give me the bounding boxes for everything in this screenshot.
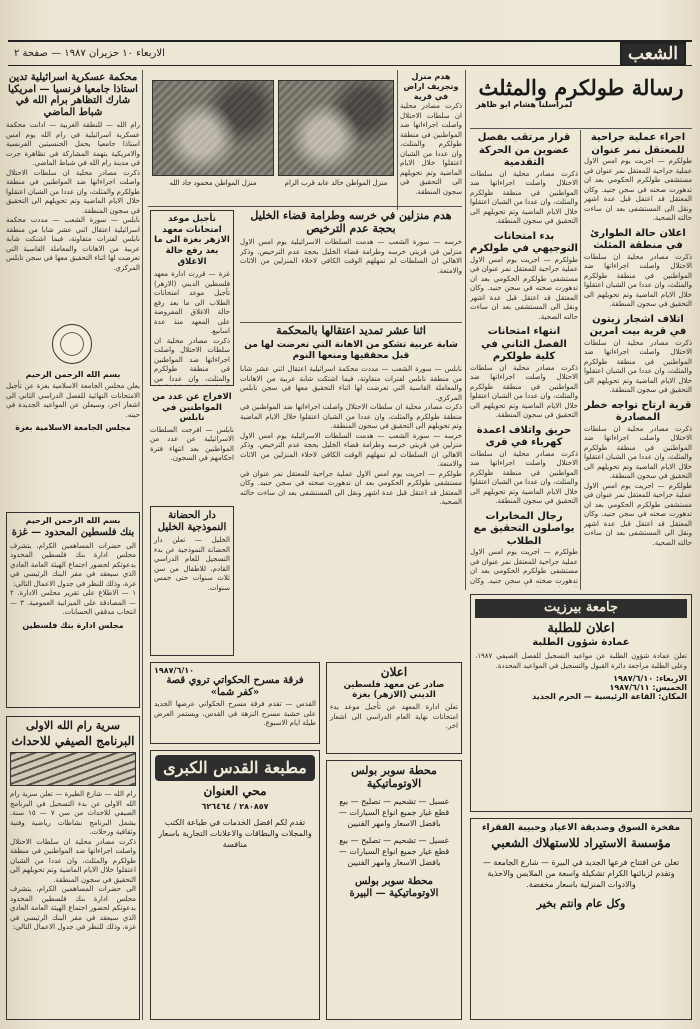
store-tagline: مفخرة السوق وصديقة الاعياد وحبيبة الفقراء	[481, 823, 681, 833]
notice-signature: مجلس الجامعة الاسلامية بغزة	[15, 423, 131, 432]
press-ad	[150, 750, 320, 1020]
nursery-body: الخليل — تعلن دار الحضانة النموذجية عن بدء التسجيل للعام الدراسي القادم، للاطفال من سن ثلاث سنوات حتى خمس سنوات.	[154, 536, 230, 592]
press-subtitle: محي العنوان	[203, 784, 267, 799]
store-body: تعلن عن افتتاح فرعها الجديد في البيرة — شارع الجامعة — وتقدم لزبائنها الكرام تشكيلة واسعة من الملابس والاحذية والادوات المنزلية باسعار مخفضة.	[482, 858, 680, 890]
mid-item2-body: ذكرت مصادر محلية ان سلطات الاحتلال واصلت اجراءاتها ضد المواطنين في منطقة طولكرم والمثلث، وان عددا من الشبان اعتقلوا خلال الايام الماضية وتم تحويلهم الى التحقيق في سجون المنطقة.	[400, 102, 462, 196]
demolition-body: خرسه — سورة الشعب — هدمت السلطات الاسرائيلية يوم امس الاول منزلين في قريتي خرسه وطرامة قضاء الخليل بحجة عدم الترخيص. وذكر الاهالي ان السلطات لم تمهلهم الوقت الكافي لاخلاء المنزلين من الاثاث والامتعة.	[240, 238, 462, 275]
summer-program-ad	[6, 716, 140, 1020]
item6-title: حريق واتلاف اعمدة كهرباء في قرى	[476, 424, 572, 448]
item4-title: اعلان حالة الطوارئ في منطقة المثلث	[590, 227, 686, 251]
newspaper-logo: الشعب	[620, 42, 686, 66]
item5-body: ذكرت مصادر محلية ان سلطات الاحتلال واصلت اجراءاتها ضد المواطنين في منطقة طولكرم والمثلث، وان عددا من الشبان اعتقلوا خلال الايام الماضية وتم تحويلهم الى التحقيق في سجون المنطقة.	[470, 363, 578, 419]
exam-notice-title: اعلان	[380, 665, 408, 679]
item2-title: قرار مرتقب بفصل عضوين من الحركة التقدمية	[477, 132, 571, 168]
item4-body: ذكرت مصادر محلية ان سلطات الاحتلال واصلت اجراءاتها ضد المواطنين في منطقة طولكرم والمثلث، وان عددا من الشبان اعتقلوا خلال الايام الماضية وتم تحويلهم الى التحقيق في سجون المنطقة.	[584, 252, 692, 308]
summer-title: سرية رام الله الاولى	[25, 719, 121, 732]
azhar-box-title: تأجيل موعد امتحانات معهد الازهر بغزة الى ما بعد رفع حالة الاغلاق	[154, 214, 230, 267]
birzeit-logo: جامعة بيرزيت	[475, 599, 687, 618]
azhar-box-body-b: ذكرت مصادر محلية ان سلطات الاحتلال واصلت اجراءاتها ضد المواطنين في منطقة طولكرم والمثلث، وان عددا من	[154, 336, 230, 383]
mid-right-col	[400, 72, 462, 208]
theatre-date: ١٩٨٧/٦/١٠	[154, 666, 195, 675]
caption-right: منزل المواطن خالد عابد قرب الرام	[284, 179, 388, 187]
azhar-exam-box	[150, 210, 234, 386]
car-ad-footer: محطة سوبر بولس الاوتوماتيكية — البيرة	[349, 876, 439, 899]
detention-body-c: خرسه — سورة الشعب — هدمت السلطات الاسرائيلية يوم امس الاول منزلين في قريتي خرسه وطرامة قضاء الخليل بحجة عدم الترخيص. وذكر الاهالي ان السلطات لم تمهلهم الوقت الكافي لاخلاء المنزلين من الاثاث والامتعة.	[240, 431, 462, 469]
summer-subtitle: البرنامج الصيفي للاحداث	[11, 733, 135, 748]
item3-body: طولكرم — اجريت يوم امس الاول عملية جراحية للمعتقل نمر عنوان في مستشفى طولكرم الحكومي بعد ان تدهورت صحته في سجن جنيد. وكان المعتقل قد اعتقل قبل عدة اشهر ونقل الى المستشفى بعد ان ساءت حالته الصحية.	[470, 255, 578, 321]
detention-body-d: طولكرم — اجريت يوم امس الاول عملية جراحية للمعتقل نمر عنوان في مستشفى طولكرم الحكومي بعد ان تدهورت صحته في سجن جنيد. وكان المعتقل قد اعتقل قبل عدة اشهر ونقل الى المستشفى بعد ان ساءت حالته الصحية.	[240, 469, 462, 507]
mid-item3-body-b: طولكرم — اجريت يوم امس الاول عملية جراحية للمعتقل نمر عنوان في مستشفى طولكرم الحكومي بعد ان تدهورت صحته في سجن جنيد. وكان المعتقل قد اعتقل قبل عدة اشهر ونقل الى المستشفى بعد ان ساءت حالته الصحية.	[584, 481, 692, 547]
birzeit-place: المكان: القاعة الرئيسية — الحرم الجديد	[532, 692, 687, 702]
detention-body: نابلس — سورة الشعب — مددت محكمة اسرائيلية اعتقال اثني عشر شابا من منطقة نابلس لفترات متفاوتة، فيما اشتكت شابة عربية من الاهانات والمعاملة القاسية التي تعرضت لها اثناء التحقيق معها في سجن نابلس المركزي.	[240, 365, 462, 402]
court-headline: محكمة عسكرية اسرائيلية تدين استاذا جامعيا فرنسيا — امريكيا شارك التظاهر برام الله في شباط الماضي	[8, 72, 138, 118]
mid-item3-title: قرية ارتاح تواجه خطر المصادرة	[584, 399, 692, 423]
item1-title: اجراء عملية جراحية للمعتقل نمر عنوان	[590, 132, 686, 156]
theatre-body: القدس — تقدم فرقة مسرح الحكواتي عرضها الجديد على خشبة مسرح النزهة في القدس، ويستمر العرض طيلة ايام الاسبوع.	[154, 700, 316, 727]
birzeit-notice	[470, 594, 692, 812]
exam-notice-body: تعلن ادارة المعهد عن تأجيل موعد بدء امتحانات نهاية العام الدراسي الى اشعار اخر.	[330, 703, 458, 731]
demolition-headline: هدم منزلين في خرسه وطرامة قضاء الخليل بحجة عدم الترخيص	[250, 210, 452, 235]
item1-body: طولكرم — اجريت يوم امس الاول عملية جراحية للمعتقل نمر عنوان في مستشفى طولكرم الحكومي بعد ان تدهورت صحته في سجن جنيد. وكان المعتقل قد اعتقل قبل عدة اشهر ونقل الى المستشفى بعد ان ساءت حالته الصحية.	[584, 157, 692, 222]
summer-body: رام الله — شارع الطيرة — تعلن سرية رام الله الاولى عن بدء التسجيل في البرنامج الصيفي للاحداث من سن ٧ — ١٥ سنة. يشمل البرنامج نشاطات رياضية وفنية وثقافية ورحلات.	[10, 790, 137, 837]
birzeit-body: تعلن عمادة شؤون الطلبة عن مواعيد التسجيل للفصل الصيفي ١٩٨٧، وعلى الطلبة مراجعة دائرة القبول والتسجيل في المواعيد المحددة.	[475, 652, 687, 670]
item6-body: ذكرت مصادر محلية ان سلطات الاحتلال واصلت اجراءاتها ضد المواطنين في منطقة طولكرم والمثلث، وان عددا من الشبان اعتقلوا خلال الايام الماضية وتم تحويلهم الى التحقيق في سجون المنطقة.	[470, 449, 578, 505]
item7-body: طولكرم — اجريت يوم امس الاول عملية جراحية للمعتقل نمر عنوان في مستشفى طولكرم الحكومي بعد ان تدهورت صحته في سجن جنيد. وكان	[470, 548, 578, 585]
store-title: مؤسسة الاستيراد للاستهلاك الشعبي	[491, 836, 671, 851]
consumer-store-ad	[470, 818, 692, 1020]
theatre-notice	[150, 662, 320, 744]
item5-title: انتهاء امتحانات الفصل الثاني في كلية طولكرم	[481, 326, 567, 362]
demolition-story	[240, 210, 462, 320]
car-ad-body-b: غسيل — تشحيم — تصليح — بيع قطع غيار جميع انواع السيارات — بافضل الاسعار وامهر الفنيين	[338, 836, 450, 868]
court-body-c: نابلس — سورة الشعب — مددت محكمة اسرائيلية اعتقال اثني عشر شابا من منطقة نابلس لفترات متفاوتة، فيما اشتكت شابة عربية من الاهانات والمعاملة القاسية التي تعرضت لها اثناء التحقيق معها في سجن نابلس المركزي.	[6, 216, 140, 272]
car-ad-title: محطة سوبر بولس الاوتوماتيكية	[351, 764, 437, 790]
nursery-ad	[150, 506, 234, 656]
item2-body: ذكرت مصادر محلية ان سلطات الاحتلال واصلت اجراءاتها ضد المواطنين في منطقة طولكرم والمثلث، وان عددا من الشبان اعتقلوا خلال الايام الماضية وتم تحويلهم الى التحقيق في سجون المنطقة.	[470, 169, 578, 225]
bank-agenda: ١ — الاطلاع على تقرير مجلس الادارة. ٢ — المصادقة على الميزانية العمومية. ٣ — انتخاب مدققي الحسابات.	[10, 589, 136, 616]
regional-col-b	[470, 132, 578, 587]
court-story	[6, 72, 140, 320]
detention-sub: شابة عربية تشكو من الاهانة التي تعرضت لها من قبل محققيها ومنعها النوم	[244, 339, 458, 361]
photo-house-left	[152, 80, 274, 176]
item3-title: بدء امتحانات التوجيهي في طولكرم	[470, 230, 578, 254]
mid-item2-title: هدم منزل وتجريف اراض في قرية	[403, 72, 459, 101]
masthead	[8, 40, 692, 66]
regional-kicker: لمراسلنا هشام ابو ظاهر	[476, 100, 573, 110]
azhar-box-body: غزة — قررت ادارة معهد فلسطين الديني (الازهر) تأجيل موعد امتحانات الطلاب الى ما بعد رفع حالة الاغلاق المفروضة على المعهد منذ عدة اسابيع.	[154, 270, 230, 336]
exam-notice-subtitle: صادر عن معهد فلسطين الديني (الازهر) بغزة	[343, 679, 445, 701]
mid-item3-body: ذكرت مصادر محلية ان سلطات الاحتلال واصلت اجراءاتها ضد المواطنين في منطقة طولكرم والمثلث، وان عددا من الشبان اعتقلوا خلال الايام الماضية وتم تحويلهم الى التحقيق في سجون المنطقة.	[584, 424, 692, 480]
release-story	[150, 392, 234, 502]
birzeit-subtitle: عمادة شؤون الطلبة	[532, 636, 630, 648]
car-station-ad	[326, 760, 462, 1020]
bank-body: الى حضرات المساهمين الكرام، يتشرف مجلس ادارة بنك فلسطين المحدود بدعوتكم لحضور اجتماع الهيئة العامة العادي الذي سيعقد في مقر البنك الرئيسي في غزة، وذلك للنظر في جدول الاعمال التالي:	[10, 541, 136, 588]
release-title: الافراج عن عدد من المواطنين في نابلس	[152, 392, 232, 424]
azhar-exam-notice	[326, 662, 462, 754]
court-body-b: ذكرت مصادر محلية ان سلطات الاحتلال واصلت اجراءاتها ضد المواطنين في منطقة طولكرم والمثلث، وان عددا من الشبان اعتقلوا خلال الايام الماضية وتم تحويلهم الى التحقيق في سجون المنطقة.	[6, 168, 140, 215]
press-title: مطبعة القدس الكبرى	[155, 755, 315, 781]
mid-item1-title: اتلاف اشجار زيتون في قرية بيت امرين	[589, 313, 687, 337]
university-emblem-icon	[52, 324, 92, 364]
dateline: الاربعاء ١٠ حزيران ١٩٨٧ — صفحة ٢	[14, 48, 165, 59]
release-body: نابلس — افرجت السلطات الاسرائيلية عن عدد من المواطنين بعد انتهاء فترة احكامهم في السجون.	[150, 425, 234, 463]
press-phone: ٢٨٠٨٥٧ / ٦٢٦٤٦٤	[201, 802, 269, 812]
detention-body-b: ذكرت مصادر محلية ان سلطات الاحتلال واصلت اجراءاتها ضد المواطنين في منطقة طولكرم والمثلث، وان عددا من الشبان اعتقلوا خلال الايام الماضية وتم تحويلهم الى التحقيق في سجون المنطقة.	[240, 403, 462, 431]
birzeit-title: اعلان للطلبة	[547, 620, 615, 636]
regional-headline: رسالة طولكرم والمثلث	[478, 75, 684, 100]
bank-basmala: بسم الله الرحمن الرحيم	[25, 516, 121, 525]
photo-house-right	[278, 80, 394, 176]
mid-item1-body: ذكرت مصادر محلية ان سلطات الاحتلال واصلت اجراءاتها ضد المواطنين في منطقة طولكرم والمثلث، وان عددا من الشبان اعتقلوا خلال الايام الماضية وتم تحويلهم الى التحقيق في سجون المنطقة.	[584, 338, 692, 394]
birzeit-date2: الخميس: ١٩٨٧/٦/١١	[609, 683, 687, 693]
theatre-title: فرقة مسرح الحكواتي تروي قصة «كفر شما»	[166, 675, 304, 698]
notice-body: يعلن مجلس الجامعة الاسلامية بغزة عن تأجيل الامتحانات النهائية للفصل الدراسي الثاني الى اشعار اخر، وسيعلن عن المواعيد الجديدة في حينه.	[6, 382, 140, 419]
bank-ad	[6, 512, 140, 708]
birzeit-date1: الاربعاء: ١٩٨٧/٦/١٠	[613, 674, 687, 684]
summer-illustration	[10, 752, 136, 786]
islamic-univ-notice	[6, 370, 140, 510]
caption-left: منزل المواطن محمود جاد الله	[169, 179, 257, 187]
item7-title: رجال المخابرات يواصلون التحقيق مع الطلاب	[473, 510, 575, 547]
court-body: رام الله — للنطقة الغربية — ادانت محكمة عسكرية اسرائيلية في رام الله يوم امس استاذا جامعيا يحمل الجنسيتين الفرنسية والامريكية بتهمة المشاركة في تظاهرة جرت في مدينة رام الله في شباط الماضي.	[6, 121, 140, 167]
summer-body-c: الى حضرات المساهمين الكرام، يتشرف مجلس ادارة بنك فلسطين المحدود بدعوتكم لحضور اجتماع الهيئة العامة العادي الذي سيعقد في مقر البنك الرئيسي في غزة، وذلك للنظر في جدول الاعمال التالي:	[10, 885, 136, 932]
car-ad-body: غسيل — تشحيم — تصليح — بيع قطع غيار جميع انواع السيارات — بافضل الاسعار وامهر الفنيين	[338, 797, 450, 829]
bank-title: بنك فلسطين المحدود — غزة	[11, 527, 135, 538]
regional-col-a	[584, 132, 692, 587]
detention-story	[240, 325, 462, 587]
summer-body-b: ذكرت مصادر محلية ان سلطات الاحتلال واصلت اجراءاتها ضد المواطنين في منطقة طولكرم والمثلث، وان عددا من الشبان اعتقلوا خلال الايام الماضية وتم تحويلهم الى التحقيق في سجون المنطقة.	[10, 837, 136, 884]
nursery-title: دار الحضانة النموذجية الخليل	[157, 510, 227, 533]
bank-signature: مجلس ادارة بنك فلسطين	[22, 620, 124, 630]
store-footer: وكل عام وانتم بخير	[536, 897, 626, 911]
notice-basmala: بسم الله الرحمن الرحيم	[25, 370, 121, 379]
press-body: تقدم لكم افضل الخدمات في طباعة الكتب والمجلات والبطاقات والاعلانات التجارية باسعار منافسة	[158, 818, 312, 850]
detention-headline: اثنا عشر تمديد اعتقالها بالمحكمة	[276, 325, 426, 337]
regional-headline-block	[470, 72, 692, 128]
